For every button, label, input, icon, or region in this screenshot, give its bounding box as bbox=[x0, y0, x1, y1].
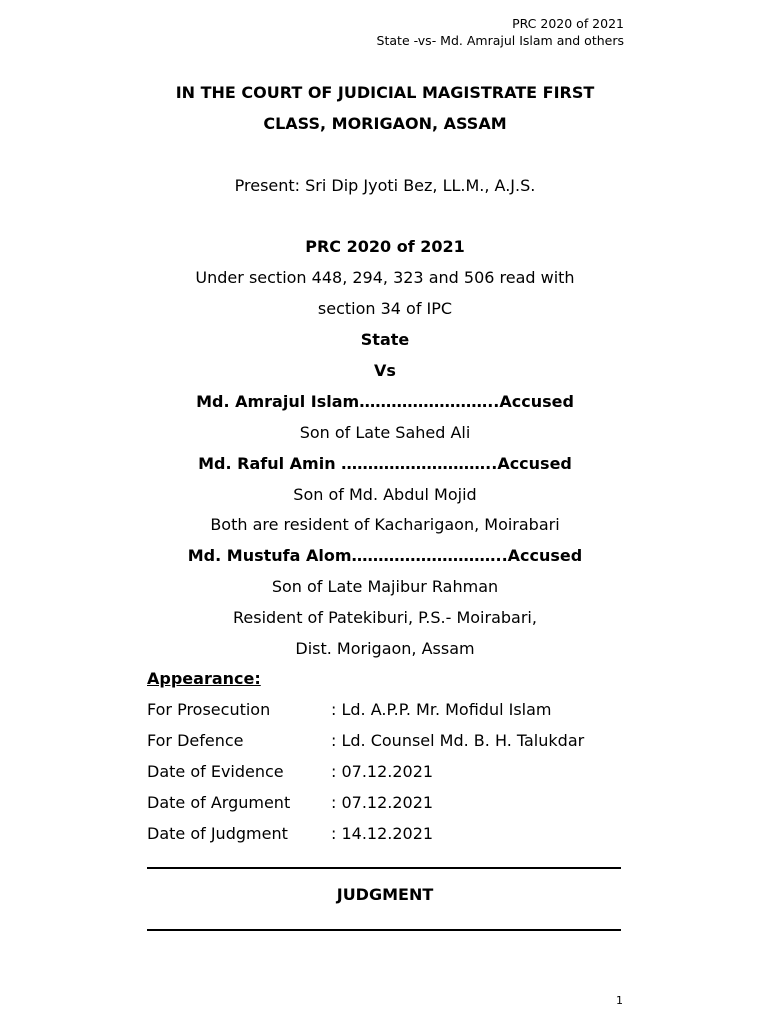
court-title-line-1: IN THE COURT OF JUDICIAL MAGISTRATE FIRST bbox=[175, 83, 595, 102]
accused-2-name: Md. Raful Amin ………………………..Accused bbox=[198, 454, 572, 473]
appearance-value: : 07.12.2021 bbox=[331, 793, 434, 812]
page-number: 1 bbox=[616, 994, 623, 1007]
divider-bottom bbox=[147, 929, 621, 931]
appearance-value: : Ld. Counsel Md. B. H. Talukdar bbox=[331, 731, 585, 750]
accused-3-name: Md. Mustufa Alom………………………..Accused bbox=[187, 546, 583, 565]
appearance-value: : 14.12.2021 bbox=[331, 824, 434, 843]
appearance-row bbox=[0, 795, 770, 815]
appearance-value: : Ld. A.P.P. Mr. Mofidul Islam bbox=[331, 700, 552, 719]
appearance-row bbox=[0, 733, 770, 753]
party-state: State bbox=[360, 330, 410, 349]
accused-1-2-residence: Both are resident of Kacharigaon, Moirabari bbox=[210, 515, 560, 534]
section-line-1: Under section 448, 294, 323 and 506 read with bbox=[195, 268, 575, 287]
appearance-row bbox=[0, 702, 770, 722]
presiding-officer: Present: Sri Dip Jyoti Bez, LL.M., A.J.S. bbox=[234, 176, 536, 195]
accused-3-residence: Resident of Patekiburi, P.S.- Moirabari, bbox=[233, 608, 537, 627]
appearance-label: Date of Judgment bbox=[147, 824, 288, 843]
accused-1-parentage: Son of Late Sahed Ali bbox=[299, 423, 471, 442]
court-title-line-2: CLASS, MORIGAON, ASSAM bbox=[263, 114, 507, 133]
accused-3-parentage: Son of Late Majibur Rahman bbox=[271, 577, 499, 596]
appearance-value: : 07.12.2021 bbox=[331, 762, 434, 781]
accused-1-name: Md. Amrajul Islam……………………..Accused bbox=[196, 392, 574, 411]
case-number: PRC 2020 of 2021 bbox=[305, 237, 465, 256]
appearance-label: For Defence bbox=[147, 731, 244, 750]
divider-top bbox=[147, 867, 621, 869]
appearance-row bbox=[0, 826, 770, 846]
accused-3-district: Dist. Morigaon, Assam bbox=[295, 639, 475, 658]
judgment-heading: JUDGMENT bbox=[336, 885, 434, 904]
versus: Vs bbox=[374, 361, 396, 380]
header-parties: State -vs- Md. Amrajul Islam and others bbox=[376, 33, 624, 48]
section-line-2: section 34 of IPC bbox=[317, 299, 453, 318]
appearance-label: Date of Argument bbox=[147, 793, 291, 812]
accused-2-parentage: Son of Md. Abdul Mojid bbox=[293, 485, 477, 504]
appearance-heading: Appearance: bbox=[147, 669, 261, 688]
header-case-number: PRC 2020 of 2021 bbox=[512, 16, 624, 31]
appearance-label: For Prosecution bbox=[147, 700, 271, 719]
appearance-row bbox=[0, 764, 770, 784]
appearance-label: Date of Evidence bbox=[147, 762, 284, 781]
